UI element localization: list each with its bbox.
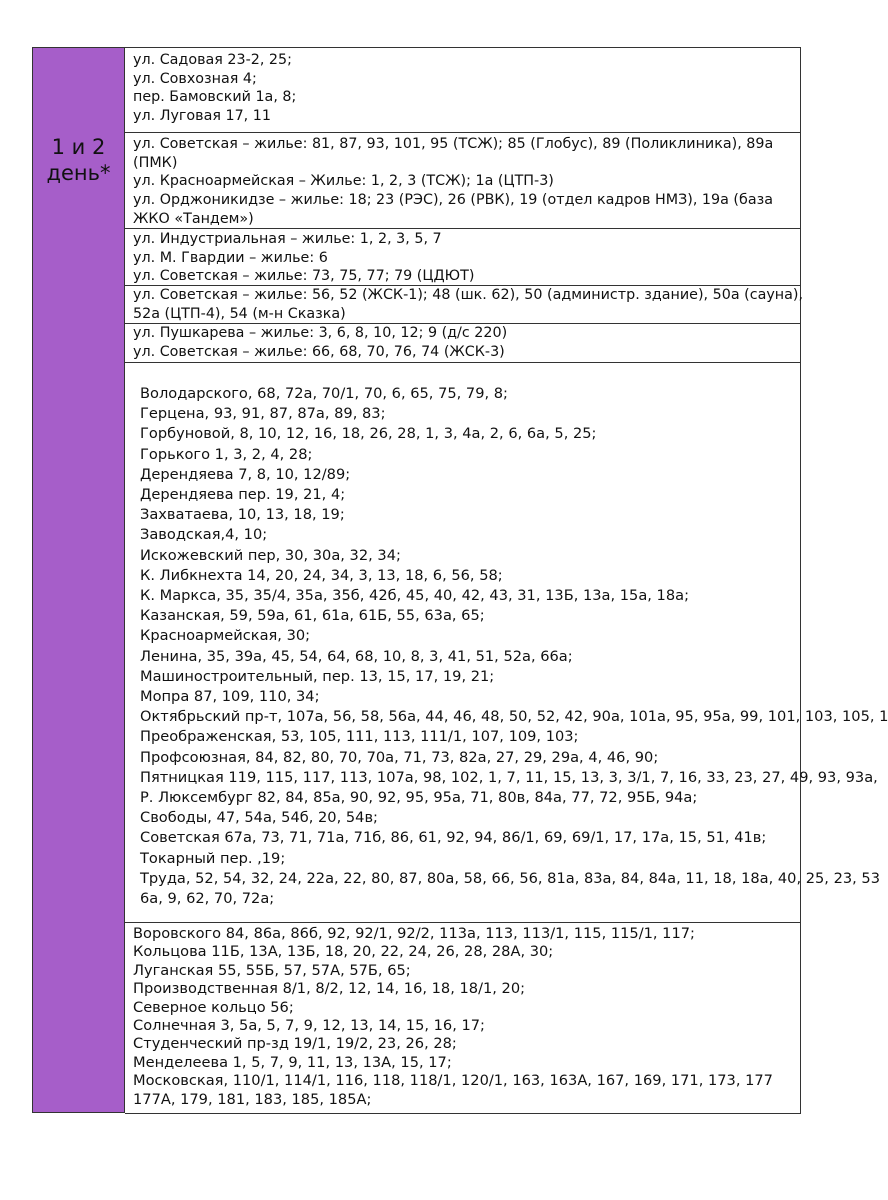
address-line: ул. Советская – жилье: 56, 52 (ЖСК-1); 48 (шк. 62), 50 (администр. здание), 50а (сауна), [133,287,804,303]
address-group-4 [125,286,804,324]
address-group-2 [125,133,800,229]
address-line: 52а (ЦТП-4), 54 (м-н Сказка) [133,305,346,322]
address-line: Дерендяева 7, 8, 10, 12/89; [140,465,351,483]
address-line: Московская, 110/1, 114/1, 116, 118, 118/1, 120/1, 163, 163А, 167, 169, 171, 173, 177 [133,1072,773,1090]
day-label-line: 1 и 2 [51,135,106,159]
address-line: Солнечная 3, 5а, 5, 7, 9, 12, 13, 14, 15, 16, 17; [133,1017,485,1035]
address-line: Токарный пер. ,19; [140,849,286,867]
address-line: Северное кольцо 56; [133,998,294,1016]
address-line: К. Маркса, 35, 35/4, 35а, 35б, 42б, 45, 40, 42, 43, 31, 13Б, 13а, 15а, 18а; [140,587,689,605]
address-line: ул. Пушкарева – жилье: 3, 6, 8, 10, 12; 9 (д/с 220) [133,325,508,341]
address-line: Искожевский пер, 30, 30а, 32, 34; [140,546,401,564]
schedule-table [32,47,888,1113]
address-line: Захватаева, 10, 13, 18, 19; [140,506,345,524]
address-line: Горбуновой, 8, 10, 12, 16, 18, 26, 28, 1, 3, 4а, 2, 6, 6а, 5, 25; [140,425,597,443]
day-label-cell [32,47,125,1113]
address-group-3 [125,229,800,286]
address-line: ул. Садовая 23-2, 25; [133,52,292,68]
address-line: Воровского 84, 86а, 86б, 92, 92/1, 92/2, 113а, 113, 113/1, 115, 115/1, 117; [133,925,695,942]
address-line: ул. Орджоникидзе – жилье: 18; 23 (РЭС), 26 (РВК), 19 (отдел кадров НМЗ), 19а (база [133,192,773,209]
address-line: Преображенская, 53, 105, 111, 113, 111/1, 107, 109, 103; [140,728,579,746]
address-line: Пятницкая 119, 115, 117, 113, 107а, 98, 102, 1, 7, 11, 15, 13, 3, 3/1, 7, 16, 33, 23, 27, 49, 93, 93а, [140,768,878,786]
address-line: Володарского, 68, 72а, 70/1, 70, 6, 65, 75, 79, 8; [140,385,508,402]
address-line: Труда, 52, 54, 32, 24, 22а, 22, 80, 87, 80а, 58, 66, 56, 81а, 83а, 84, 84а, 11, 18, 18а, 40, 25, 23, 53 [140,869,881,887]
address-group-1 [125,48,800,133]
address-line: (ПМК) [133,154,178,171]
address-line: ул. М. Гвардии – жилье: 6 [133,249,328,266]
address-line: ул. Красноармейская – Жилье: 1, 2, 3 (ТСЖ); 1а (ЦТП-3) [133,173,554,190]
address-column [125,47,888,1114]
day-label [33,134,124,186]
address-line: ул. Луговая 17, 11 [133,108,271,125]
day-label-line: день* [46,161,111,185]
address-line: Герцена, 93, 91, 87, 87а, 89, 83; [140,405,386,423]
address-group-5 [125,324,800,363]
address-line: ЖКО «Тандем») [133,210,254,227]
address-line: Производственная 8/1, 8/2, 12, 14, 16, 18, 18/1, 20; [133,980,526,998]
address-line: Советская 67а, 73, 71, 71а, 71б, 86, 61, 92, 94, 86/1, 69, 69/1, 17, 17а, 15, 51, 41в; [140,829,767,847]
address-line: Октябрьский пр-т, 107а, 56, 58, 56а, 44, 46, 48, 50, 52, 42, 90а, 101а, 95, 95а, 99, 101, 103, 105, 1 [140,708,888,726]
address-line: Заводская,4, 10; [140,526,268,544]
address-line: Луганская 55, 55Б, 57, 57А, 57Б, 65; [133,961,411,979]
address-group-7 [125,923,800,1113]
address-line: 177А, 179, 181, 183, 185, 185А; [133,1090,372,1108]
address-line: Менделеева 1, 5, 7, 9, 11, 13, 13А, 15, 17; [133,1053,452,1071]
address-line: Кольцова 11Б, 13А, 13Б, 18, 20, 22, 24, 26, 28, 28А, 30; [133,943,554,961]
address-line: Горького 1, 3, 2, 4, 28; [140,445,313,463]
address-line: ул. Советская – жилье: 66, 68, 70, 76, 74 (ЖСК-3) [133,343,505,360]
address-line: 6а, 9, 62, 70, 72а; [140,890,275,908]
address-line: Казанская, 59, 59а, 61, 61а, 61Б, 55, 63а, 65; [140,607,485,625]
address-line: Свободы, 47, 54а, 54б, 20, 54в; [140,809,378,827]
address-line: ул. Совхозная 4; [133,70,257,87]
address-line: Красноармейская, 30; [140,627,311,645]
address-line: Ленина, 35, 39а, 45, 54, 64, 68, 10, 8, 3, 41, 51, 52а, 66а; [140,647,573,665]
address-line: Р. Люксембург 82, 84, 85а, 90, 92, 95, 95а, 71, 80в, 84а, 77, 72, 95Б, 94а; [140,789,698,807]
address-line: Мопра 87, 109, 110, 34; [140,688,320,706]
address-line: пер. Бамовский 1а, 8; [133,89,297,106]
address-line: ул. Индустриальная – жилье: 1, 2, 3, 5, 7 [133,231,442,247]
address-line: К. Либкнехта 14, 20, 24, 34, 3, 13, 18, 6, 56, 58; [140,566,503,584]
address-line: ул. Советская – жилье: 81, 87, 93, 101, 95 (ТСЖ); 85 (Глобус), 89 (Поликлиника), 89а [133,136,774,152]
address-line: Машиностроительный, пер. 13, 15, 17, 19, 21; [140,667,495,685]
address-line: Студенческий пр-зд 19/1, 19/2, 23, 26, 28; [133,1035,457,1053]
address-line: Профсоюзная, 84, 82, 80, 70, 70а, 71, 73, 82а, 27, 29, 29а, 4, 46, 90; [140,748,659,766]
address-line: ул. Советская – жилье: 73, 75, 77; 79 (ЦДЮТ) [133,268,475,285]
address-group-6 [125,363,888,923]
address-line: Дерендяева пер. 19, 21, 4; [140,486,346,504]
